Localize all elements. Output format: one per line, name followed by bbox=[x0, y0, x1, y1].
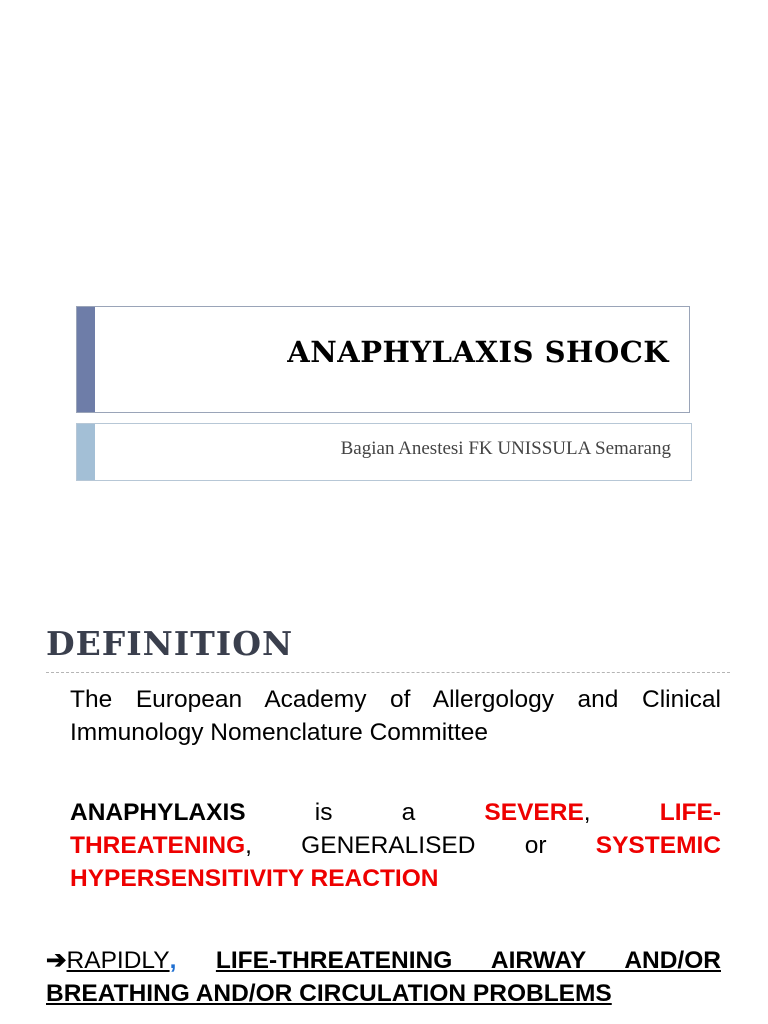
generalised-text: , GENERALISED or bbox=[245, 832, 547, 859]
comma-blue: , bbox=[169, 947, 177, 974]
title-box bbox=[76, 306, 690, 413]
definition-line-1 bbox=[70, 796, 721, 829]
hypersensitivity-reaction-text: HYPERSENSITIVITY REACTION bbox=[70, 865, 439, 892]
definition-line-2 bbox=[70, 829, 721, 862]
rapidly-text: RAPIDLY bbox=[66, 947, 170, 974]
arrow-right-icon: ➔ bbox=[46, 947, 67, 974]
consequence-line-2-text: BREATHING AND/OR CIRCULATION PROBLEMS bbox=[46, 980, 612, 1007]
slide-heading: DEFINITION bbox=[46, 624, 294, 663]
presentation-subtitle: Bagian Anestesi FK UNISSULA Semarang bbox=[340, 438, 671, 459]
title-accent-bar bbox=[77, 307, 95, 412]
severe-text: SEVERE bbox=[484, 799, 584, 826]
source-paragraph: The European Academy of Allergology and Clinical Immunology Nomenclature Committee bbox=[70, 686, 721, 746]
heading-divider bbox=[46, 672, 730, 673]
is-a-text: is a bbox=[314, 799, 416, 826]
presentation-title: ANAPHYLAXIS SHOCK bbox=[287, 335, 669, 369]
definition-paragraph bbox=[70, 796, 721, 895]
comma-text: , bbox=[583, 799, 591, 826]
consequence-paragraph bbox=[46, 944, 721, 1010]
consequence-line-1 bbox=[46, 944, 721, 977]
life-threatening-part2: THREATENING bbox=[70, 832, 246, 859]
consequence-line-1-text: LIFE-THREATENING AIRWAY AND/OR bbox=[215, 947, 721, 974]
subtitle-accent-bar bbox=[77, 424, 95, 480]
life-threatening-part1: LIFE- bbox=[659, 799, 722, 826]
term-anaphylaxis: ANAPHYLAXIS bbox=[70, 799, 246, 826]
definition-slide bbox=[0, 600, 768, 1024]
subtitle-box bbox=[76, 423, 692, 481]
systemic-text: SYSTEMIC bbox=[595, 832, 721, 859]
